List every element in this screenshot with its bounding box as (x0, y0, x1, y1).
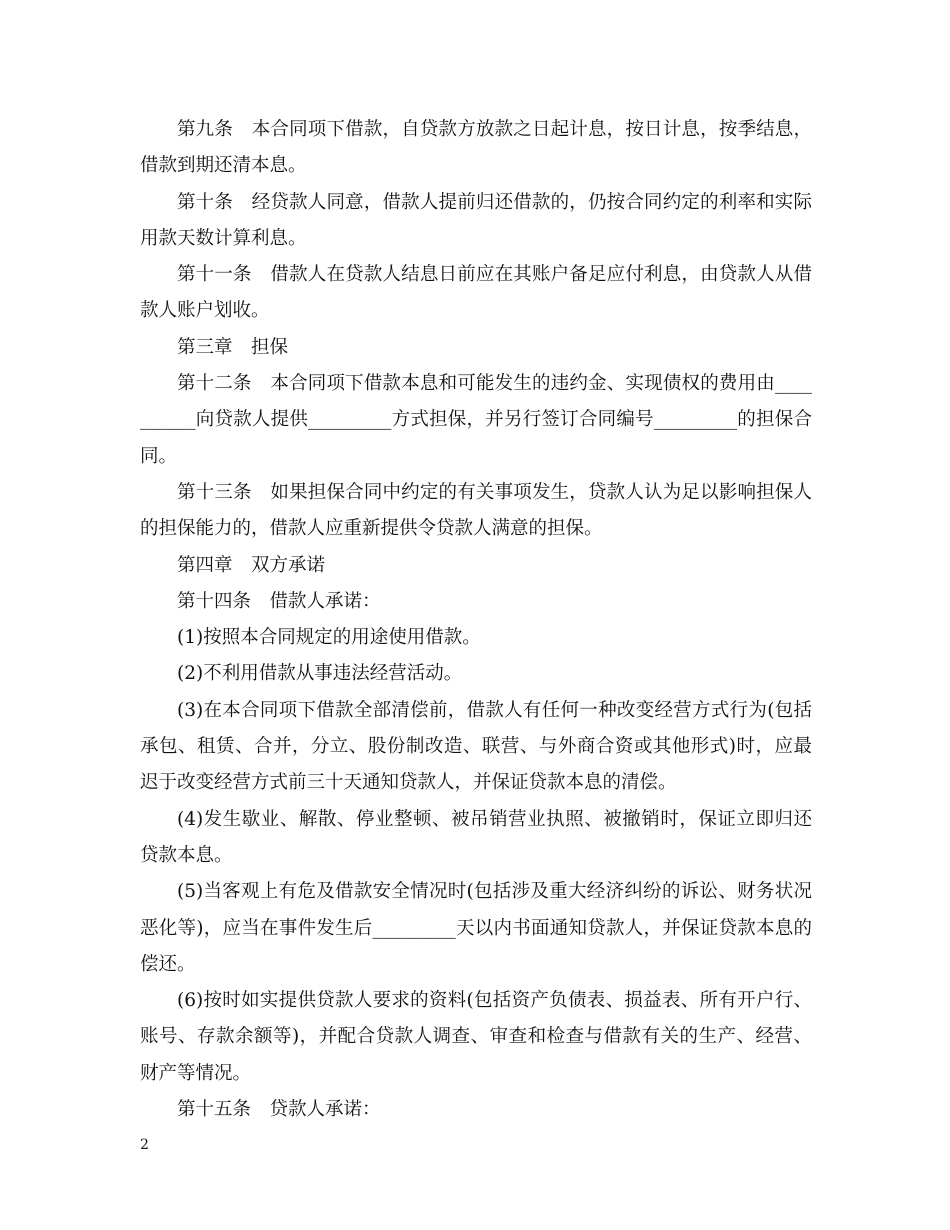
borrower-promise-1: (1)按照本合同规定的用途使用借款。 (177, 627, 481, 649)
borrower-promise-3: (3)在本合同项下借款全部清偿前，借款人有任何一种改变经营方式行为(包括承包、租赁、合并，分立、股份制改造、联营、与外商合资或其他形式)时，应最迟于改变经营方式前三十天通知贷款人，并保证贷款本息的清偿。 (140, 699, 812, 794)
borrower-promise-4: (4)发生歇业、解散、停业整顿、被吊销营业执照、被撤销时，保证立即归还贷款本息。 (140, 808, 812, 866)
article-12: 第十二条 本合同项下借款本息和可能发生的违约金、实现债权的费用由__________向贷款人提供_________方式担保，并另行签订合同编号_________的担保合同。 (140, 373, 812, 467)
document-body (140, 112, 812, 1128)
borrower-promise-2: (2)不利用借款从事违法经营活动。 (177, 663, 463, 685)
borrower-promise-5: (5)当客观上有危及借款安全情况时(包括涉及重大经济纠纷的诉讼、财务状况恶化等)，应当在事件发生后_________天以内书面通知贷款人，并保证贷款本息的偿还。 (140, 881, 812, 975)
chapter-3-heading: 第三章 担保 (177, 336, 289, 358)
page-number: 2 (140, 1137, 149, 1153)
article-11: 第十一条 借款人在贷款人结息日前应在其账户备足应付利息，由贷款人从借款人账户划收。 (140, 264, 812, 322)
article-15: 第十五条 贷款人承诺： (177, 1099, 381, 1121)
article-9: 第九条 本合同项下借款，自贷款方放款之日起计息，按日计息，按季结息，借款到期还清本息。 (140, 119, 812, 177)
chapter-4-heading: 第四章 双方承诺 (177, 554, 326, 576)
article-13: 第十三条 如果担保合同中约定的有关事项发生，贷款人认为足以影响担保人的担保能力的，借款人应重新提供令贷款人满意的担保。 (140, 481, 812, 540)
article-10: 第十条 经贷款人同意，借款人提前归还借款的，仍按合同约定的利率和实际用款天数计算利息。 (140, 191, 812, 249)
borrower-promise-6: (6)按时如实提供贷款人要求的资料(包括资产负债表、损益表、所有开户行、账号、存款余额等)，并配合贷款人调查、审查和检查与借款有关的生产、经营、财产等情况。 (140, 990, 812, 1084)
article-14: 第十四条 借款人承诺： (177, 590, 381, 612)
